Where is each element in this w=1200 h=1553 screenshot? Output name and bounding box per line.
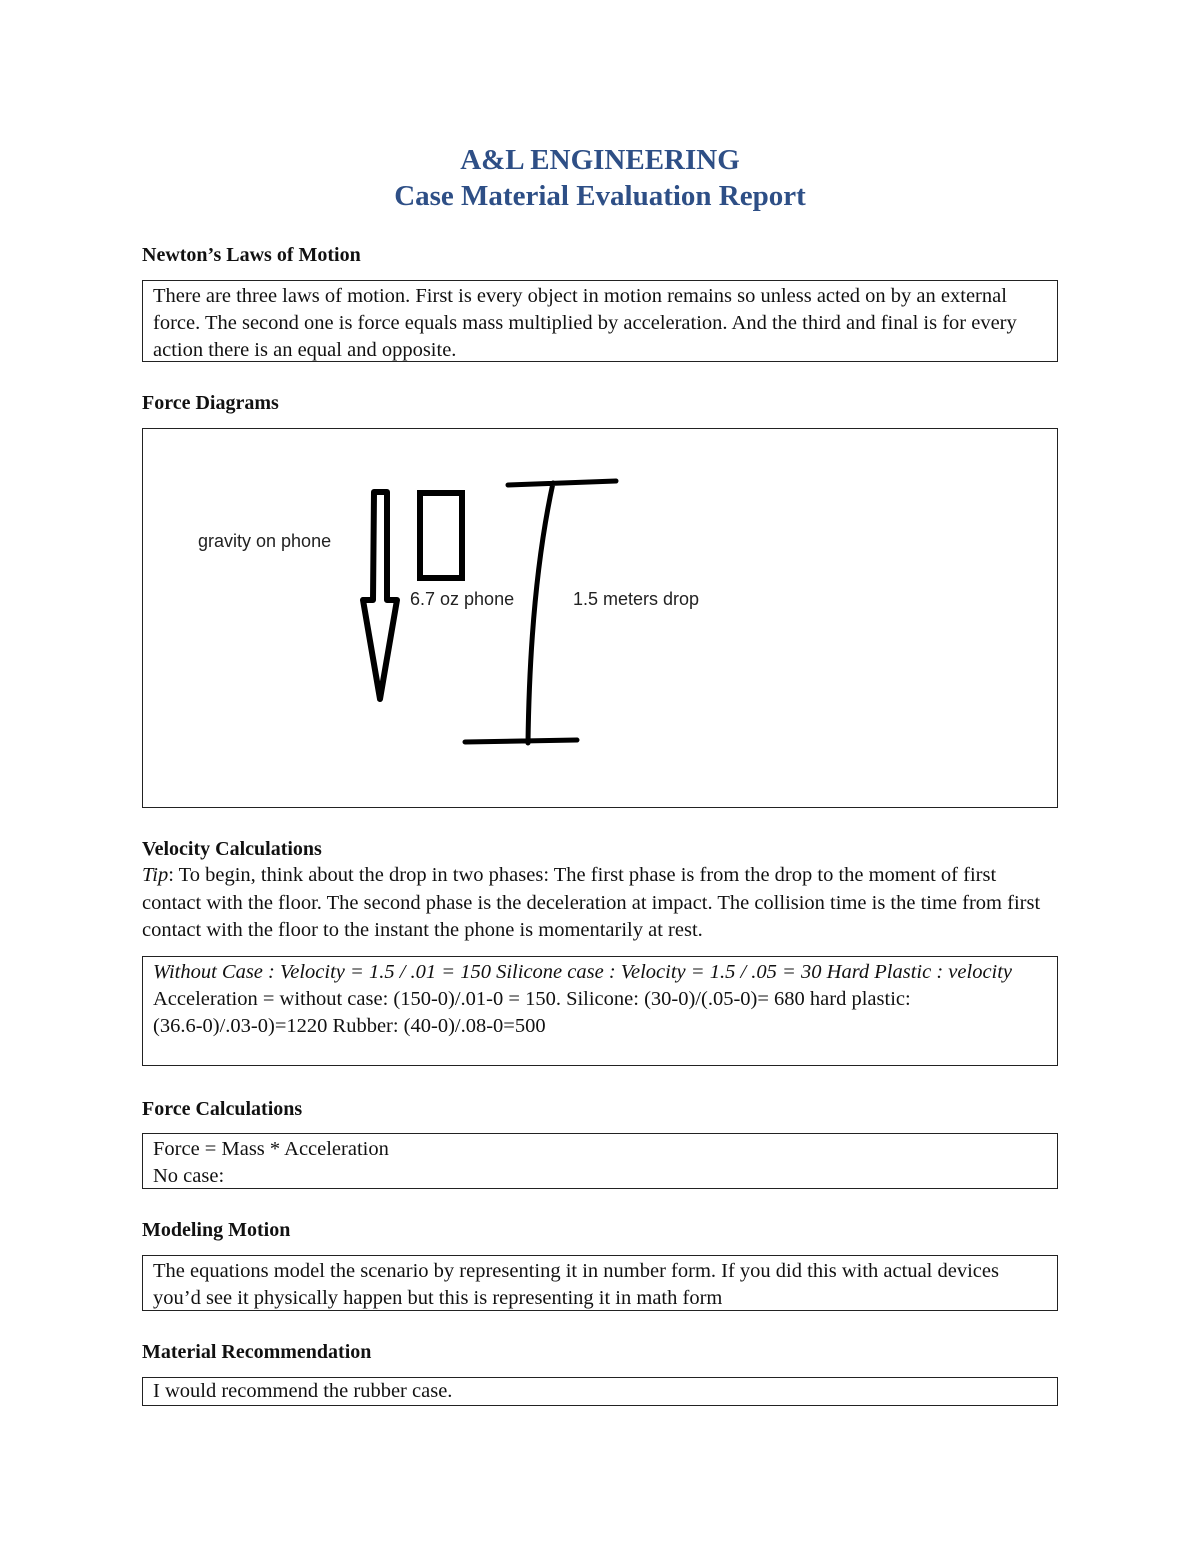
velocity-tip bbox=[142, 862, 1058, 945]
phone-label: 6.7 oz phone bbox=[410, 589, 515, 609]
force-formula: Force = Mass * Acceleration bbox=[153, 1138, 389, 1160]
force-calc-heading: Force Calculations bbox=[142, 1098, 303, 1120]
force-diagrams-heading: Force Diagrams bbox=[142, 392, 279, 414]
drop-label: 1.5 meters drop bbox=[573, 589, 700, 609]
velocity-equation: Without Case : Velocity = 1.5 / .01 = 150 Silicone case : Velocity = 1.5 / .05 = 30 Hard Plastic : velocity bbox=[153, 961, 1013, 983]
recommendation-box bbox=[142, 1377, 1058, 1406]
newtons-laws-text: There are three laws of motion. First is every object in motion remains so unless acted on by an external force. The second one is force equals mass multiplied by acceleration. And the third and final is for every action there is an equal and opposite. bbox=[153, 285, 1017, 361]
report-title: Case Material Evaluation Report bbox=[394, 180, 806, 212]
modeling-heading: Modeling Motion bbox=[142, 1219, 291, 1241]
tip-label: Tip bbox=[142, 864, 169, 886]
no-case-line: No case: bbox=[153, 1165, 225, 1187]
velocity-heading: Velocity Calculations bbox=[142, 838, 322, 860]
recommendation-heading: Material Recommendation bbox=[142, 1341, 372, 1363]
newtons-laws-box bbox=[142, 280, 1058, 362]
velocity-box bbox=[142, 956, 1058, 1066]
acceleration-line-1: Acceleration = without case: (150-0)/.01-0 = 150. Silicone: (30-0)/(.05-0)= 680 hard plastic: bbox=[153, 988, 911, 1010]
drop-height-bracket bbox=[465, 481, 616, 743]
modeling-box bbox=[142, 1255, 1058, 1311]
phone-rectangle bbox=[420, 493, 462, 578]
modeling-text: The equations model the scenario by representing it in number form. If you did this with actual devices you’d see it physically happen but this is representing it in math form bbox=[153, 1260, 999, 1309]
force-calc-box bbox=[142, 1133, 1058, 1189]
force-diagram-box bbox=[142, 428, 1058, 808]
acceleration-line-2: (36.6-0)/.03-0)=1220 Rubber: (40-0)/.08-0=500 bbox=[153, 1015, 546, 1037]
gravity-label: gravity on phone bbox=[198, 531, 332, 551]
company-name: A&L ENGINEERING bbox=[460, 144, 740, 176]
tip-text: : To begin, think about the drop in two phases: The first phase is from the drop to the moment of first contact with the floor. The second phase is the deceleration at impact. The collision time is the time from first contact with the floor to the instant the phone is momentarily at rest. bbox=[142, 864, 1041, 941]
gravity-arrow bbox=[363, 492, 397, 699]
newtons-laws-heading: Newton’s Laws of Motion bbox=[142, 244, 361, 266]
force-diagram bbox=[143, 429, 1058, 808]
recommendation-text: I would recommend the rubber case. bbox=[153, 1380, 453, 1402]
